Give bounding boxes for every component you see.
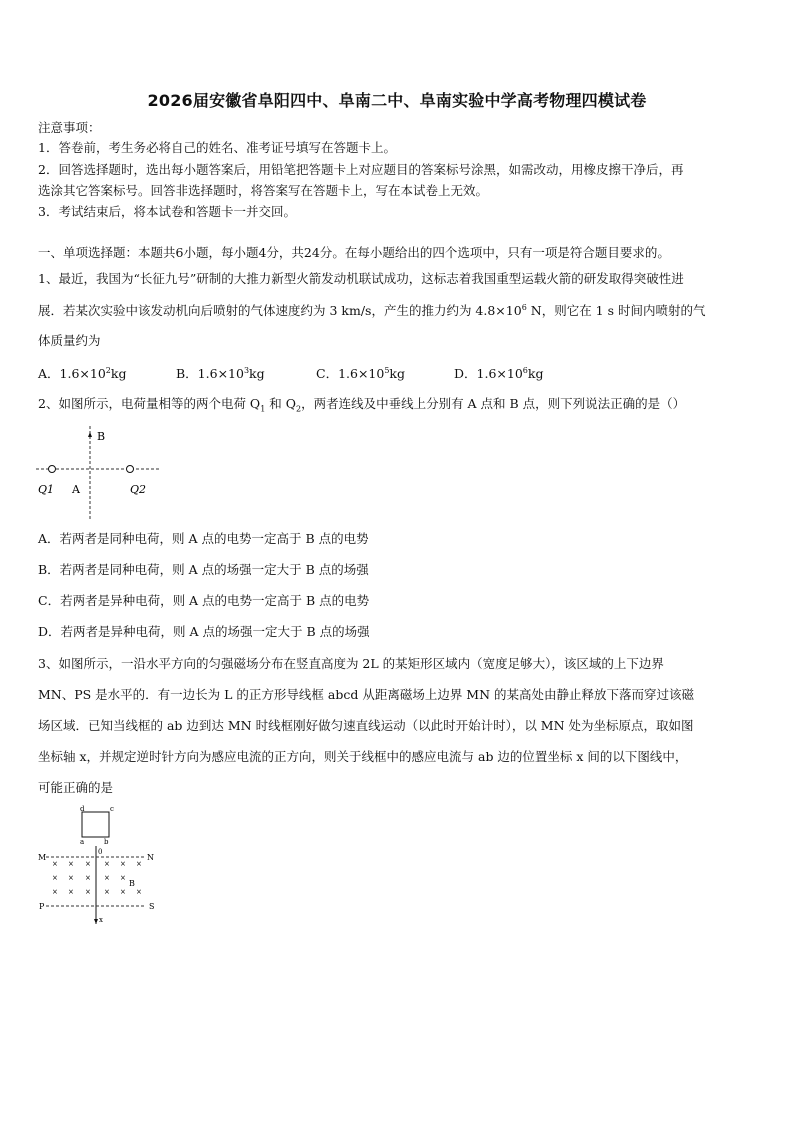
label-m: M bbox=[38, 853, 47, 862]
field-cross-mark: × bbox=[104, 874, 110, 882]
corner-c: c bbox=[110, 805, 114, 813]
label-field: B bbox=[129, 879, 135, 888]
q1-line-2 bbox=[38, 302, 756, 320]
q1-line-3: 体质量约为 bbox=[38, 333, 101, 348]
corner-b: b bbox=[104, 838, 109, 846]
q1-line-1: 1、最近，我国为“长征九号”研制的大推力新型火箭发动机联试成功，这标志着我国重型运载火箭的研发取得突破性进 bbox=[38, 271, 684, 286]
q1-options bbox=[38, 364, 756, 382]
notice-item-2-cont: 选涂其它答案标号。回答非选择题时，将答案写在答题卡上，写在本试卷上无效。 bbox=[38, 183, 489, 198]
q1-option-a[interactable]: A．$1.6\times 10^2kg$ bbox=[38, 365, 127, 381]
corner-d: d bbox=[80, 805, 85, 813]
section-heading: 一、单项选择题：本题共6小题，每小题4分，共24分。在每小题给出的四个选项中，只有一项是符合题目要求的。 bbox=[38, 245, 670, 260]
label-q2: Q2 bbox=[130, 483, 147, 496]
q1-option-b[interactable]: B．$1.6\times 10^3kg$ bbox=[176, 365, 265, 381]
q1-text-a: 展．若某次实验中该发动机向后喷射的气体速度约为 3 km/s，产生的推力约为 4.8×10 bbox=[38, 303, 522, 318]
q2-option-b[interactable]: B．若两者是同种电荷，则 A 点的场强一定大于 B 点的场强 bbox=[38, 562, 369, 577]
q1-text-b: N，则它在 1 s 时间内喷射的气 bbox=[526, 303, 706, 318]
field-cross-mark: × bbox=[120, 860, 126, 868]
label-n: N bbox=[147, 853, 154, 862]
label-q1: Q1 bbox=[38, 483, 55, 496]
label-p: P bbox=[39, 902, 45, 911]
field-crosses bbox=[52, 860, 142, 896]
q1-option-c[interactable]: C．$1.6\times 10^5kg$ bbox=[316, 365, 405, 381]
field-cross-mark: × bbox=[52, 888, 58, 896]
label-a: A bbox=[72, 483, 80, 496]
q1-exp: 6 bbox=[521, 302, 527, 312]
field-cross-mark: × bbox=[68, 860, 74, 868]
origin-label: 0 bbox=[98, 848, 103, 856]
q3-line-3: 场区域．已知当线框的 ab 边到达 MN 时线框刚好做匀速直线运动（以此时开始计时），以 MN 处为坐标原点，取如图 bbox=[38, 718, 694, 733]
field-cross-mark: × bbox=[104, 888, 110, 896]
label-s: S bbox=[149, 902, 155, 911]
page-title: 2026届安徽省阜阳四中、阜南二中、阜南实验中学高考物理四模试卷 bbox=[147, 91, 647, 110]
field-cross-mark: × bbox=[52, 874, 58, 882]
q2-option-d[interactable]: D．若两者是异种电荷，则 A 点的场强一定大于 B 点的场强 bbox=[38, 624, 370, 639]
field-cross-mark: × bbox=[85, 888, 91, 896]
q3-figure bbox=[34, 804, 164, 930]
field-cross-mark: × bbox=[68, 888, 74, 896]
field-cross-mark: × bbox=[85, 860, 91, 868]
q3-line-4: 坐标轴 x，并规定逆时针方向为感应电流的正方向，则关于线框中的感应电流与 ab 边的位置坐标 x 间的以下图线中， bbox=[38, 749, 688, 764]
field-cross-mark: × bbox=[120, 888, 126, 896]
corner-a: a bbox=[80, 838, 85, 846]
field-cross-mark: × bbox=[104, 860, 110, 868]
q3-line-5: 可能正确的是 bbox=[38, 780, 114, 795]
q3-line-1: 3、如图所示，一沿水平方向的匀强磁场分布在竖直高度为 2L 的某矩形区域内（宽度足够大），该区域的上下边界 bbox=[38, 656, 664, 671]
label-b: B bbox=[97, 430, 106, 443]
notice-heading: 注意事项： bbox=[38, 120, 101, 135]
field-cross-mark: × bbox=[85, 874, 91, 882]
notice-item-2: 2．回答选择题时，选出每小题答案后，用铅笔把答题卡上对应题目的答案标号涂黑，如需改动，用橡皮擦干净后，再 bbox=[38, 162, 684, 177]
notice-item-1: 1．答卷前，考生务必将自己的姓名、准考证号填写在答题卡上。 bbox=[38, 140, 396, 155]
q2-option-a[interactable]: A．若两者是同种电荷，则 A 点的电势一定高于 B 点的电势 bbox=[38, 531, 369, 546]
q2-figure bbox=[34, 424, 164, 522]
field-cross-mark: × bbox=[136, 860, 142, 868]
q2-stem: 2、如图所示，电荷量相等的两个电荷 $Q_1$ 和 $Q_2$，两者连线及中垂线上分别有 A 点和 B 点，则下列说法正确的是（） bbox=[38, 396, 686, 414]
field-cross-mark: × bbox=[52, 860, 58, 868]
label-x: x bbox=[99, 916, 103, 924]
q3-line-2: MN、PS 是水平的．有一边长为 L 的正方形导线框 abcd 从距离磁场上边界 MN 的某高处由静止释放下落而穿过该磁 bbox=[38, 687, 695, 702]
field-cross-mark: × bbox=[68, 874, 74, 882]
q1-option-d[interactable]: D．$1.6\times 10^6kg$ bbox=[454, 365, 544, 381]
field-cross-mark: × bbox=[120, 874, 126, 882]
field-cross-mark: × bbox=[136, 888, 142, 896]
q2-option-c[interactable]: C．若两者是异种电荷，则 A 点的电势一定高于 B 点的电势 bbox=[38, 593, 370, 608]
notice-item-3: 3．考试结束后，将本试卷和答题卡一并交回。 bbox=[38, 204, 296, 219]
